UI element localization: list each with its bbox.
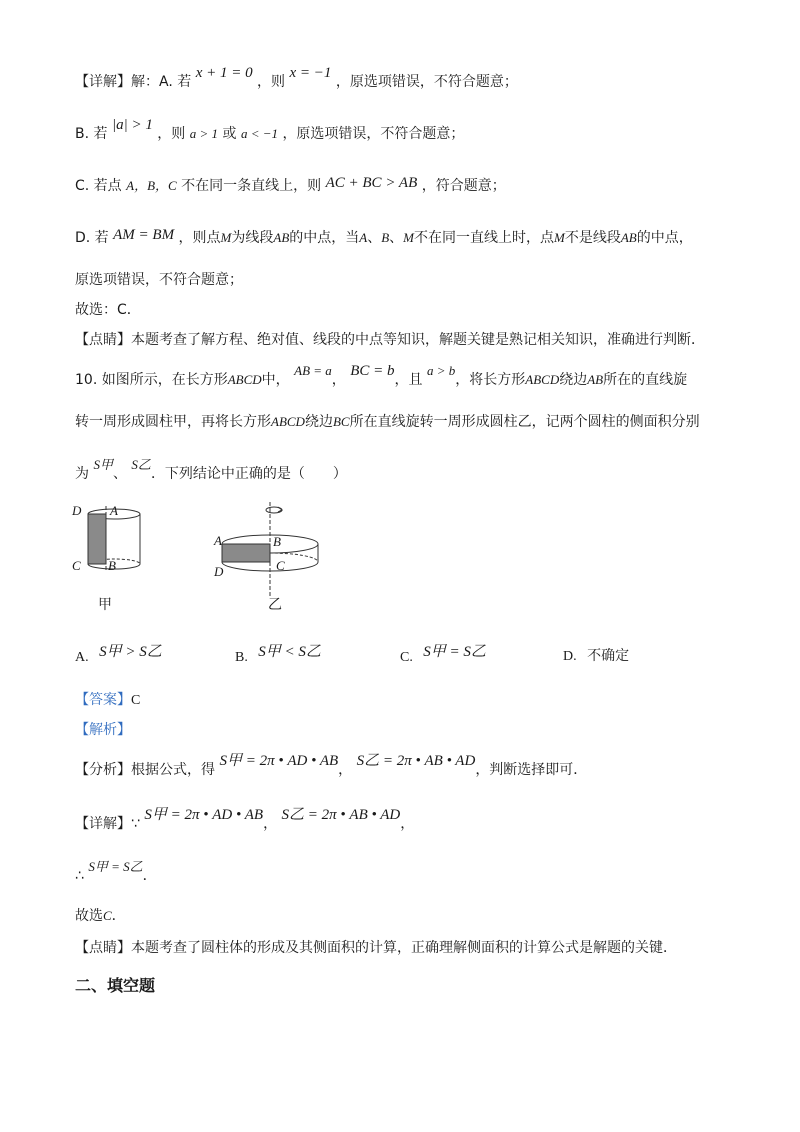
var: ABCD: [271, 414, 305, 429]
math-am-eq-bm: AM = BM: [113, 227, 175, 243]
text: ，则: [257, 74, 286, 90]
text: ，: [263, 816, 278, 832]
var: M: [554, 230, 565, 245]
math-s-jia: S甲: [93, 457, 113, 472]
math-x-plus-1-eq-0: x + 1 = 0: [195, 65, 253, 81]
label-d: D: [72, 503, 82, 518]
text: 【分析】根据公式，得: [75, 762, 215, 778]
text: 不是线段: [564, 230, 621, 246]
text: 【详解】∵: [75, 816, 140, 832]
text: ，原选项错误，不符合题意；: [282, 126, 465, 142]
text: 为线段: [231, 230, 274, 246]
solution-line-a: [75, 65, 518, 92]
text: 中，: [261, 372, 290, 388]
text: 为: [75, 466, 89, 482]
math-a-gt-b: a > b: [426, 363, 456, 378]
option-letter: C.: [400, 650, 413, 665]
choice-line-1: 故选：C．: [75, 302, 141, 318]
option-text: S甲 < S乙: [258, 644, 321, 660]
therefore-line: [75, 859, 157, 886]
text: 绕边: [304, 414, 333, 430]
math-abs-a-gt-1: |a| > 1: [111, 117, 153, 133]
therefore-symbol: ∴: [75, 868, 84, 884]
var: AB: [620, 230, 637, 245]
cylinder-jia-figure: [68, 500, 158, 610]
var: AB: [587, 372, 604, 387]
text: ，: [400, 816, 415, 832]
math-a-gt-1: a > 1: [189, 126, 219, 141]
text: 不在同一条直线上，则: [181, 178, 322, 194]
question10-line3: [75, 457, 347, 484]
option-text: 不确定: [587, 648, 630, 664]
text: ，则点: [178, 230, 221, 246]
math-s-jia-formula: S甲 = 2π • AD • AB: [144, 807, 264, 823]
question10-line2: [75, 412, 700, 432]
option-c[interactable]: [400, 645, 486, 666]
var: C: [103, 908, 112, 923]
text: 绕边: [559, 372, 588, 388]
math-a-lt-neg1: a < −1: [240, 126, 278, 141]
text: 或: [222, 126, 237, 142]
option-text: S甲 = S乙: [423, 644, 486, 660]
math-ab-eq-a: AB = a: [294, 363, 332, 378]
option-letter: D.: [563, 649, 577, 664]
text: ，: [331, 372, 346, 388]
label-b: B: [273, 534, 281, 549]
section-heading: 二、填空题: [75, 976, 156, 995]
math-s-jia-eq-s-yi: S甲 = S乙: [88, 859, 143, 874]
option-letter: B.: [235, 650, 248, 665]
text: 10. 如图所示，在长方形: [75, 372, 228, 388]
text: 转一周形成圆柱甲，再将长方形: [75, 414, 271, 430]
var: ABCD: [525, 372, 560, 387]
comment-line-1: 【点睛】本题考查了解方程、绝对值、线段的中点等知识，解题关键是熟记相关知识，准确进行判断．: [75, 332, 705, 348]
label-a: A: [214, 533, 222, 548]
text: ，且: [394, 372, 423, 388]
text: ，符合题意；: [421, 178, 506, 194]
var: A: [359, 230, 368, 245]
text: 所在直线旋转一周形成圆柱乙，记两个圆柱的侧面积分别: [349, 414, 700, 430]
solution-line-d: [75, 228, 693, 248]
math-ac-bc-gt-ab: AC + BC > AB: [325, 175, 418, 191]
text: 所在的直线旋: [603, 372, 688, 388]
option-a[interactable]: [75, 645, 162, 666]
math-x-eq-neg1: x = −1: [289, 65, 332, 81]
math-s-jia-formula: S甲 = 2π • AD • AB: [219, 753, 339, 769]
option-letter: A.: [75, 650, 89, 665]
solution-line-d-cont: 原选项错误，不符合题意；: [75, 272, 243, 288]
option-d[interactable]: [563, 645, 629, 665]
answer-label: 【答案】: [75, 692, 131, 708]
label-b: B: [108, 558, 116, 573]
var: B: [381, 230, 390, 245]
text: D. 若: [75, 230, 109, 246]
text: ，判断选择即可．: [475, 762, 588, 778]
text: 的中点，当: [289, 230, 360, 246]
fenxi-line: [75, 753, 588, 780]
math-s-yi-formula: S乙 = 2π • AB • AD: [356, 753, 476, 769]
caption-jia: 甲: [98, 597, 112, 613]
xiangjie-line: [75, 807, 415, 834]
label-c: C: [72, 558, 81, 573]
text: 【详解】解：A. 若: [75, 74, 192, 90]
solution-line-c: [75, 176, 506, 196]
comment-line-2: 【点睛】本题考查了圆柱体的形成及其侧面积的计算，正确理解侧面积的计算公式是解题的关键．: [75, 940, 677, 956]
text: 不在同一直线上时，点: [414, 230, 555, 246]
question10-line1: [75, 363, 688, 390]
text: 故选: [75, 908, 103, 924]
text: 的中点，: [636, 230, 693, 246]
var: M: [403, 230, 415, 245]
var: ABCD: [227, 372, 262, 387]
option-text: S甲 > S乙: [99, 644, 162, 660]
text: ．下列结论中正确的是（ ）: [150, 466, 347, 482]
option-b[interactable]: [235, 645, 321, 666]
text: C. 若点: [75, 178, 122, 194]
label-d: D: [214, 564, 224, 579]
analysis-label: 【解析】: [75, 722, 131, 738]
text: 、: [389, 230, 404, 246]
label-a: A: [110, 503, 118, 518]
math-s-yi-formula: S乙 = 2π • AB • AD: [281, 807, 401, 823]
text: B. 若: [75, 126, 108, 142]
var: BC: [332, 414, 350, 429]
points-abc: A，B，C: [126, 178, 177, 193]
var: M: [220, 230, 232, 245]
text: ．: [142, 868, 157, 884]
text: ，将长方形: [455, 372, 526, 388]
var: AB: [273, 230, 290, 245]
text: ，则: [157, 126, 186, 142]
text: 、: [112, 466, 127, 482]
caption-yi: 乙: [268, 597, 282, 613]
text: ．: [111, 908, 126, 924]
solution-line-b: [75, 117, 465, 144]
answer-line: [75, 690, 140, 711]
text: 、: [367, 230, 382, 246]
text: ，原选项错误，不符合题意；: [335, 74, 518, 90]
math-bc-eq-b: BC = b: [350, 363, 395, 379]
text: ，: [338, 762, 353, 778]
label-c: C: [276, 558, 285, 573]
math-s-yi: S乙: [131, 457, 151, 472]
choice-line-2: [75, 906, 126, 926]
answer-value: C: [131, 693, 141, 708]
